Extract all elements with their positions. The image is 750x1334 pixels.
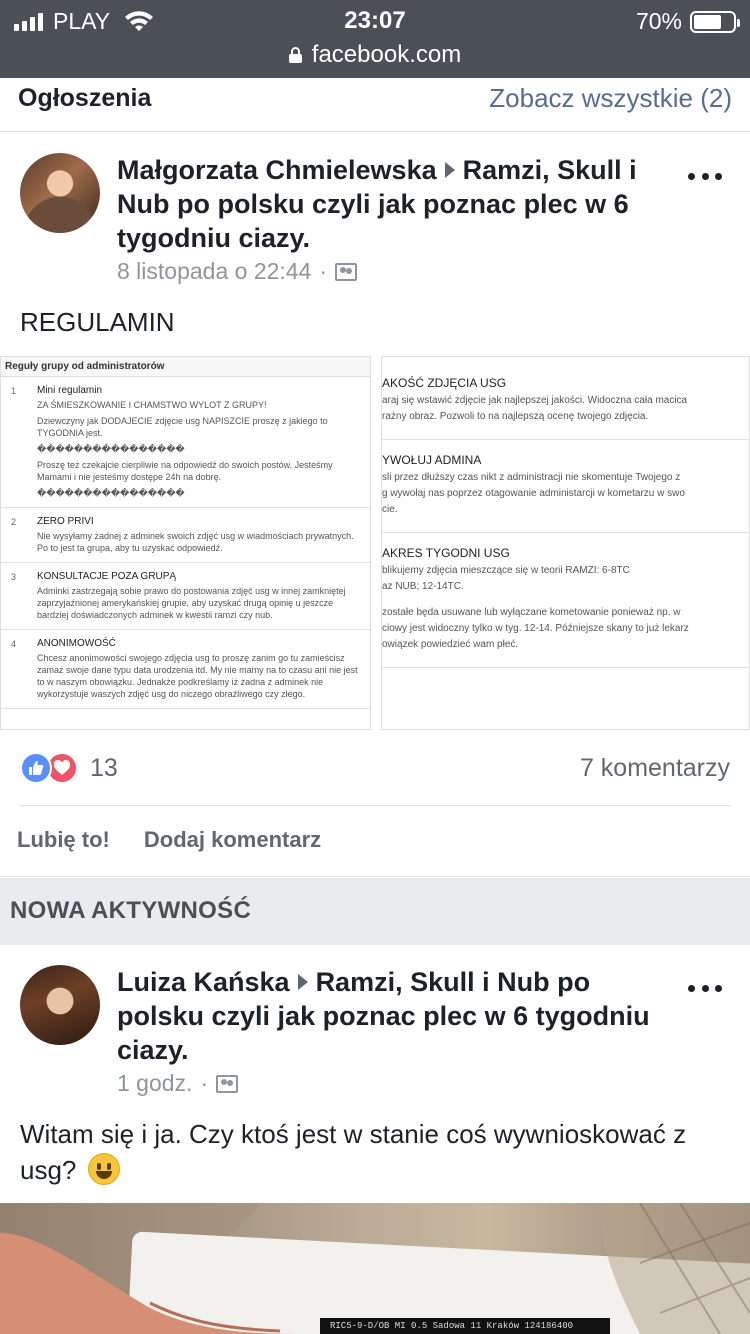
- post-meta: 1 godz. ·: [117, 1070, 238, 1097]
- author-name[interactable]: Luiza Kańska: [117, 967, 290, 997]
- battery-level: [694, 15, 721, 29]
- post-text: [20, 1116, 730, 1188]
- carrier-name: PLAY: [53, 8, 111, 34]
- rule-text: g wywołaj nas poprzez otagowanie administarcji w kometarzu w swo: [382, 488, 685, 499]
- rules-image-right[interactable]: [381, 356, 750, 730]
- rule-number: 3: [11, 572, 17, 582]
- rule-text: owiązek powiedzieć wam płeć.: [382, 639, 519, 650]
- post-photo[interactable]: [0, 1203, 750, 1334]
- clock: 23:07: [344, 7, 406, 34]
- reaction-count: 13: [90, 753, 118, 782]
- rule-text: ZA ŚMIESZKOWANIE I CHAMSTWO WYLOT Z GRUPY!: [37, 400, 267, 410]
- grinning-face-emoji-icon: [88, 1153, 120, 1185]
- rule-text: az NUB; 12-14TC.: [382, 581, 464, 592]
- lock-icon: [289, 47, 302, 63]
- rule-number: 4: [11, 639, 17, 649]
- reactions-summary[interactable]: [20, 752, 118, 784]
- section-title: NOWA AKTYWNOŚĆ: [10, 897, 252, 924]
- rule-number: 2: [11, 517, 17, 527]
- rule-title: Mini regulamin: [37, 385, 103, 396]
- group-name[interactable]: Ramzi, Skull i Nub po polsku czyli jak poznac plec w 6 tygodniu ciazy.: [117, 967, 650, 1065]
- rule-text: cie.: [382, 504, 398, 515]
- arrow-right-icon: [445, 162, 455, 178]
- post-text: REGULAMIN: [20, 307, 175, 337]
- avatar[interactable]: [20, 965, 100, 1045]
- rule-text: ����������������: [37, 488, 185, 498]
- rule-title: YWOŁUJ ADMINA: [382, 453, 482, 467]
- status-bar: [0, 0, 750, 40]
- rule-item: [382, 533, 749, 668]
- comment-button[interactable]: Dodaj komentarz: [143, 827, 322, 852]
- post-time[interactable]: 8 listopada o 22:44: [117, 258, 312, 284]
- rules-list: [1, 377, 370, 709]
- like-button[interactable]: Lubię to!: [17, 827, 110, 852]
- rule-text: blikujemy zdjęcia mieszczące się w teorii RAMZI: 6-8TC: [382, 565, 630, 576]
- url-bar[interactable]: [0, 40, 750, 70]
- battery-icon: [690, 11, 736, 33]
- divider: [20, 805, 730, 806]
- post-actions: [17, 827, 321, 853]
- rule-item: [382, 440, 749, 533]
- post-meta: 8 listopada o 22:44 ·: [117, 258, 357, 285]
- post-header: [117, 153, 677, 255]
- battery-percent: 70%: [635, 8, 682, 34]
- rule-item: [382, 363, 749, 440]
- rule-title: ANONIMOWOŚĆ: [37, 638, 116, 649]
- group-name[interactable]: Ramzi, Skull i Nub po polsku czyli jak poznac plec w 6 tygodniu ciazy.: [117, 155, 637, 253]
- rule-item: [1, 508, 370, 563]
- photo-caption-text: RIC5-9-D/OB MI 0.5 Sadowa 11 Kraków 124186400: [330, 1321, 574, 1331]
- rules-image-left[interactable]: [0, 356, 371, 730]
- post-text-content: Witam się i ja. Czy ktoś jest w stanie coś wywnioskować z usg?: [20, 1119, 687, 1185]
- rule-item: [1, 377, 370, 508]
- announcements-header: [0, 78, 750, 132]
- post-header: [117, 965, 677, 1067]
- group-audience-icon: [216, 1075, 238, 1093]
- rule-title: AKOŚĆ ZDJĘCIA USG: [382, 376, 507, 390]
- section-bar: [0, 878, 750, 945]
- rule-text: zostałe będa usuwane lub wyłączane kometowanie ponieważ np. w: [382, 607, 681, 618]
- rules-header: Reguły grupy od administratorów: [1, 357, 370, 377]
- rule-number: 1: [11, 386, 17, 396]
- arrow-right-icon: [298, 974, 308, 990]
- rules-list-right: [382, 357, 749, 668]
- more-options-button[interactable]: [688, 985, 722, 995]
- rule-text: sli przez dłuższy czas nikt z administracji nie skomentuje Twojego z: [382, 472, 681, 483]
- rule-text: araj się wstawić zdjęcie jak najlepszej jakości. Widoczna cała macica: [382, 395, 688, 406]
- more-options-button[interactable]: [688, 173, 722, 183]
- rule-text: rażny obraz. Pozwoli to na najlepszą ocenę twojego zdjęcia.: [382, 411, 649, 422]
- avatar[interactable]: [20, 153, 100, 233]
- rule-text: Proszę też czekajcie cierpliwie na odpowiedź do swoich postów. Jesteśmy Mamami i nie jesteśmy dostępe 24h na dobrę.: [37, 460, 333, 482]
- rule-text: Chcesz anonimowości swojego zdjęcia usg to proszę zanim go tu zamieścisz zamaż swoje dane typu data urodzenia itd. My nie mamy na to czasu ani nie jest to w naszym obowiązku. Jednakże podkreślamy iż żadna z adminek nie wykorzystuje waszych zdjęć usg do niczego obraźliwego czy złego.: [37, 653, 358, 699]
- post-card: [0, 133, 750, 877]
- battery-status: [636, 8, 736, 35]
- announcements-title: Ogłoszenia: [18, 84, 152, 112]
- see-all-link[interactable]: Zobacz wszystkie (2): [489, 83, 732, 113]
- rule-title: AKRES TYGODNI USG: [382, 546, 510, 560]
- browser-top-bar: [0, 0, 750, 78]
- comments-count-link[interactable]: 7 komentarzy: [579, 754, 730, 782]
- rule-text: ����������������: [37, 444, 185, 454]
- rule-text: [382, 595, 743, 605]
- rule-item: [1, 630, 370, 709]
- rule-title: ZERO PRIVI: [37, 516, 94, 527]
- url-text: facebook.com: [311, 41, 462, 68]
- rule-text: Adminki zastrzegają sobie prawo do postowania zdjęć usg w innej zamkniętej zaprzyjaźnionej amerykańskiej grupie, aby uzyskać drugą opinię u jeszcze bardziej doświadczonych adminek w kwestii ramzi czy nub.: [37, 586, 346, 620]
- photo-scene: [0, 1203, 750, 1334]
- rule-item: [1, 563, 370, 630]
- author-name[interactable]: Małgorzata Chmielewska: [117, 155, 437, 185]
- rule-text: ciowy jest widoczny tylko w tyg. 12-14. Późniejsze skany to już lekarz: [382, 623, 689, 634]
- rule-title: KONSULTACJE POZA GRUPĄ: [37, 571, 177, 582]
- rule-text: Dziewczyny jak DODAJECIE zdjęcie usg NAPISZCIE proszę z jakiego to TYGODNIA jest.: [37, 416, 328, 438]
- rule-text: Nie wysyłamy żadnej z adminek swoich zdjęć usg w wiadmościach prywatnych. Po to jest ta grupa, aby tu uzyskać odpowiedź.: [37, 531, 354, 553]
- post-time[interactable]: 1 godz.: [117, 1070, 193, 1096]
- group-audience-icon: [335, 263, 357, 281]
- like-reaction-icon: [20, 752, 52, 784]
